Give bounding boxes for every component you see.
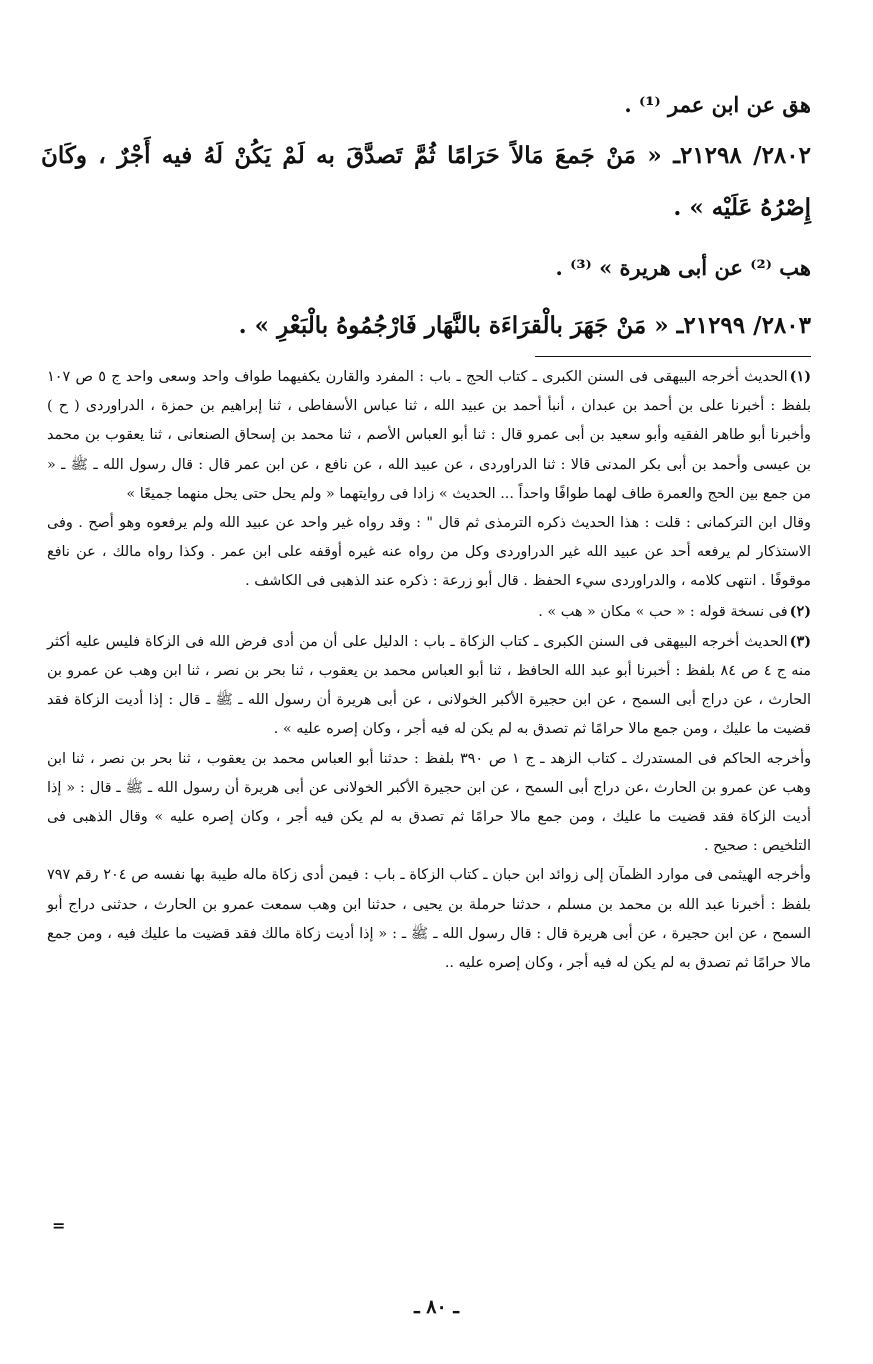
hadith-2803: [41, 300, 811, 352]
footnote-3: [47, 627, 811, 745]
footnote-text: فى نسخة قوله : « حب » مكان « هب » .: [538, 603, 788, 620]
footnote-text: الحديث أخرجه البيهقى فى السنن الكبرى ـ كتاب الزكاة ـ باب : الدليل على أن من أدى فرض الله فى الزكاة فليس عليه أكثر منه ج ٤ ص ٨٤ بلفظ : أخبرنا أبو عبد الله الحافظ ، ثنا أبو العباس محمد بن يعقوب ، ثنا بحر بن نصر ، ثنا ابن وهب عن عمرو بن الحارث ، عن دراج أبى السمح ، عن ابن حجيرة الأكبر الخولانى ، عن أبى هريرة أن رسول الله ـ ﷺ ـ قال : إذا أديت الزكاة فقد قضيت ما عليك ، ومن جمع مالا حرامًا ثم تصدق به لم يكن له فيه أجر ، وكان إصره عليه » .: [47, 633, 811, 738]
continuation-mark: =: [52, 1216, 66, 1235]
footnote-2: [47, 597, 811, 627]
hadith-text: « مَنْ جَهَرَ بالْقرَاءَة بالنَّهَار فَارْجُمُوهُ بالْبَعْرِ » .: [238, 312, 669, 339]
hadith-number: ٢٨٠٣/ ٢١٢٩٩ـ: [676, 312, 811, 339]
footnote-label: (١): [789, 368, 811, 385]
page-number: ـ ٨٠ ـ: [414, 1296, 459, 1318]
hadith-number: ٢٨٠٢/ ٢١٢٩٨ـ: [673, 142, 811, 169]
footnote-text: الحديث أخرجه البيهقى فى السنن الكبرى ـ كتاب الحج ـ باب : المفرد والقارن يكفيهما طواف واحد وسعى واحد ج ٥ ص ١٠٧ بلفظ : أخبرنا على بن أحمد بن عبدان ، أنبأ أحمد بن عبيد الله ، ثنا عباس الأسفاطى ، ثنا إبراهيم بن حمزة ، الدراوردى ( ح ) وأخبرنا أبو طاهر الفقيه وأبو سعيد بن أبى عمرو قال : ثنا أبو العباس الأصم ، ثنا محمد بن إسحاق الصنعانى ، ثنا يعقوب بن محمد بن عيسى وأحمد بن أبى بكر المدنى قالا : ثنا الدراوردى ، عن عبيد الله ، عن نافع ، عن ابن عمر قال : قال رسول الله ـ ﷺ ـ « من جمع بين الحج والعمرة طاف لهما طوافًا واحداً ... الحديث » زادا فى روايتهما « ولم يحل حتى يحل منهما جميعًا »: [47, 369, 811, 502]
source-line: هق عن ابن عمر ⁽¹⁾ .: [624, 92, 811, 117]
footnote-3-paragraph-2: وأخرجه الحاكم فى المستدرك ـ كتاب الزهد ـ ج ١ ص ٣٩٠ بلفظ : حدثنا أبو العباس محمد بن يعقوب ، ثنا بحر بن نصر ، ثنا ابن وهب عن عمرو بن الحارث ،عن دراج أبى السمح ، عن ابن حجيرة الأكبر الخولانى عن أبى هريرة أن رسول الله ـ ﷺ ـ قال : « إذا أديت الزكاة فقد قضيت ما عليك ، ومن جمع مالا حرامًا ثم تصدق به لم يكن فيه أجر ، وكان إصره عليه » وقال الذهبى فى التلخيص : صحيح .: [47, 750, 812, 855]
footnote-3-paragraph-3: وأخرجه الهيثمى فى موارد الظمآن إلى زوائد ابن حبان ـ كتاب الزكاة ـ باب : فيمن أدى زكاة ماله طيبة بها نفسه ص ٢٠٤ رقم ٧٩٧ بلفظ : أخبرنا عبد الله بن محمد بن مسلم ، حدثنا حرملة بن يحيى ، حدثنا ابن وهب سمعت عمرو بن الحارث ، حدثنى دراج أبو السمح ، عن ابن حجيرة ، عن أبى هريرة قال : قال رسول الله ـ ﷺ ـ : « إذا أديت زكاة مالك فقد قضيت ما عليك فيه ، ومن جمع مالا حرامًا ثم تصدق به لم يكن له فيه أجر ، وكان إصره عليه ..: [47, 867, 811, 972]
main-text: [41, 80, 811, 352]
footnote-1: [47, 362, 811, 509]
source-line-2: هب ⁽²⁾ عن أبى هريرة » ⁽³⁾ .: [555, 255, 811, 280]
footnote-separator: [535, 356, 811, 357]
footnotes: [47, 362, 811, 978]
footnote-1-continuation: وقال ابن التركمانى : قلت : هذا الحديث ذكره الترمذى ثم قال " : وقد رواه غير واحد عن عبيد الله ولم يرفعوه وهو أصح . وفى الاستذكار لم يرفعه أحد عن عبيد الله غير الدراوردى وكل من رواه عنه غيره أوقفه على ابن عمر . وكذا رواه مالك ، عن نافع موقوفًا . انتهى كلامه ، والدراوردى سيء الحفظ . قال أبو زرعة : ذكره عند الذهبى فى الكاشف .: [47, 515, 811, 590]
footnote-label: (٢): [789, 602, 811, 620]
hadith-2802: [41, 130, 811, 234]
footnote-label: (٣): [789, 632, 811, 650]
hadith-text: « مَنْ جَمعَ مَالاً حَرَامًا ثُمَّ تَصدَّقَ به لَمْ يَكُنْ لَهُ فيه أَجْرٌ ، وكَانَ إِصْرُهُ عَلَيْه » .: [41, 142, 811, 221]
